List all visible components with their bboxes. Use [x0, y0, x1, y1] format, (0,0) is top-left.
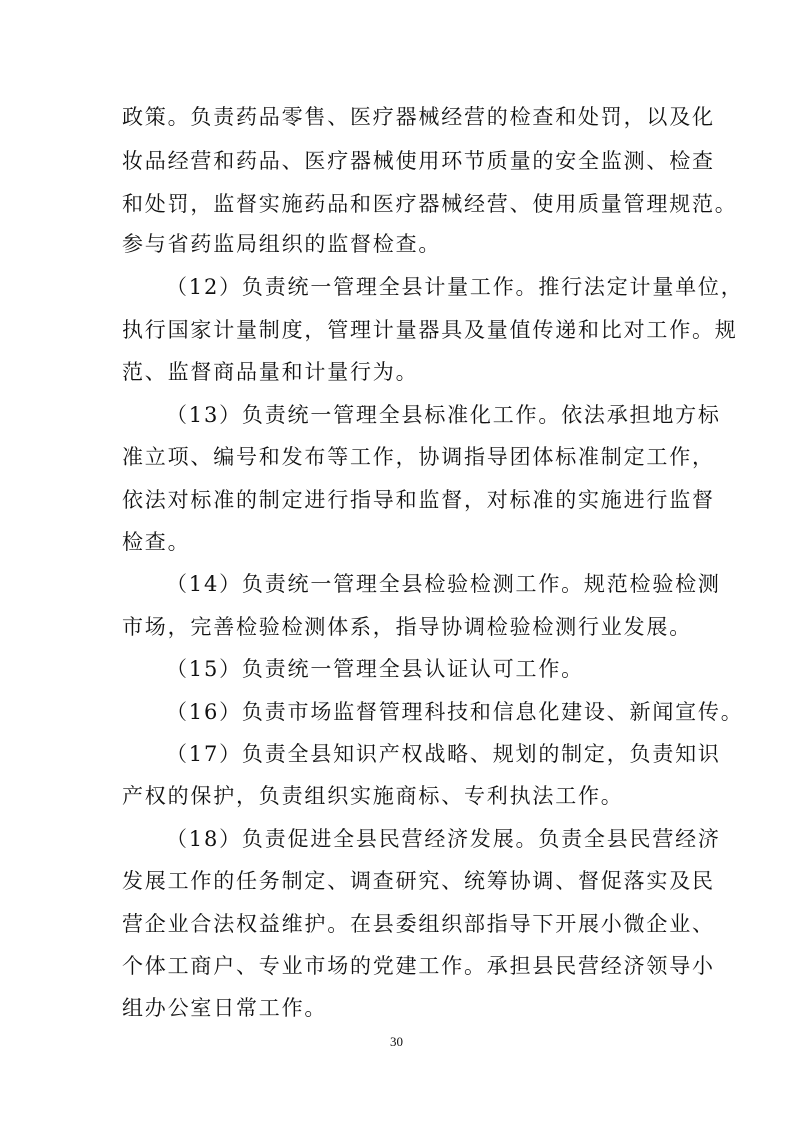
text-line: 营企业合法权益维护。在县委组织部指导下开展小微企业、 — [122, 912, 715, 936]
text-line: 检查。 — [122, 530, 191, 554]
text-line: 政策。负责药品零售、医疗器械经营的检查和处罚，以及化 — [122, 105, 715, 129]
text-line: 执行国家计量制度，管理计量器具及量值传递和比对工作。规 — [122, 318, 738, 342]
paragraph-17-start: （17）负责全县知识产权战略、规划的制定，负责知识 — [166, 742, 721, 766]
text-line: 产权的保护，负责组织实施商标、专利执法工作。 — [122, 784, 624, 808]
paragraph-15: （15）负责统一管理全县认证认可工作。 — [166, 657, 584, 681]
page-number: 30 — [390, 1034, 403, 1049]
paragraph-14-start: （14）负责统一管理全县检验检测工作。规范检验检测 — [166, 572, 721, 596]
text-line: 市场，完善检验检测体系，指导协调检验检测行业发展。 — [122, 615, 692, 639]
text-line: 准立项、编号和发布等工作，协调指导团体标准制定工作， — [122, 445, 715, 469]
text-line: 范、监督商品量和计量行为。 — [122, 360, 419, 384]
text-line: 参与省药监局组织的监督检查。 — [122, 232, 442, 256]
text-line: 妆品经营和药品、医疗器械使用环节质量的安全监测、检查 — [122, 149, 715, 173]
paragraph-16: （16）负责市场监督管理科技和信息化建设、新闻宣传。 — [166, 700, 744, 724]
text-line: 组办公室日常工作。 — [122, 996, 328, 1020]
text-line: 发展工作的任务制定、调查研究、统筹协调、督促落实及民 — [122, 869, 715, 893]
paragraph-18-start: （18）负责促进全县民营经济发展。负责全县民营经济 — [166, 827, 721, 851]
paragraph-13-start: （13）负责统一管理全县标准化工作。依法承担地方标 — [166, 403, 721, 427]
paragraph-12-start: （12）负责统一管理全县计量工作。推行法定计量单位， — [166, 275, 744, 299]
text-line: 个体工商户、专业市场的党建工作。承担县民营经济领导小 — [122, 954, 715, 978]
text-line: 依法对标准的制定进行指导和监督，对标准的实施进行监督 — [122, 488, 715, 512]
text-line: 和处罚，监督实施药品和医疗器械经营、使用质量管理规范。 — [122, 192, 738, 216]
